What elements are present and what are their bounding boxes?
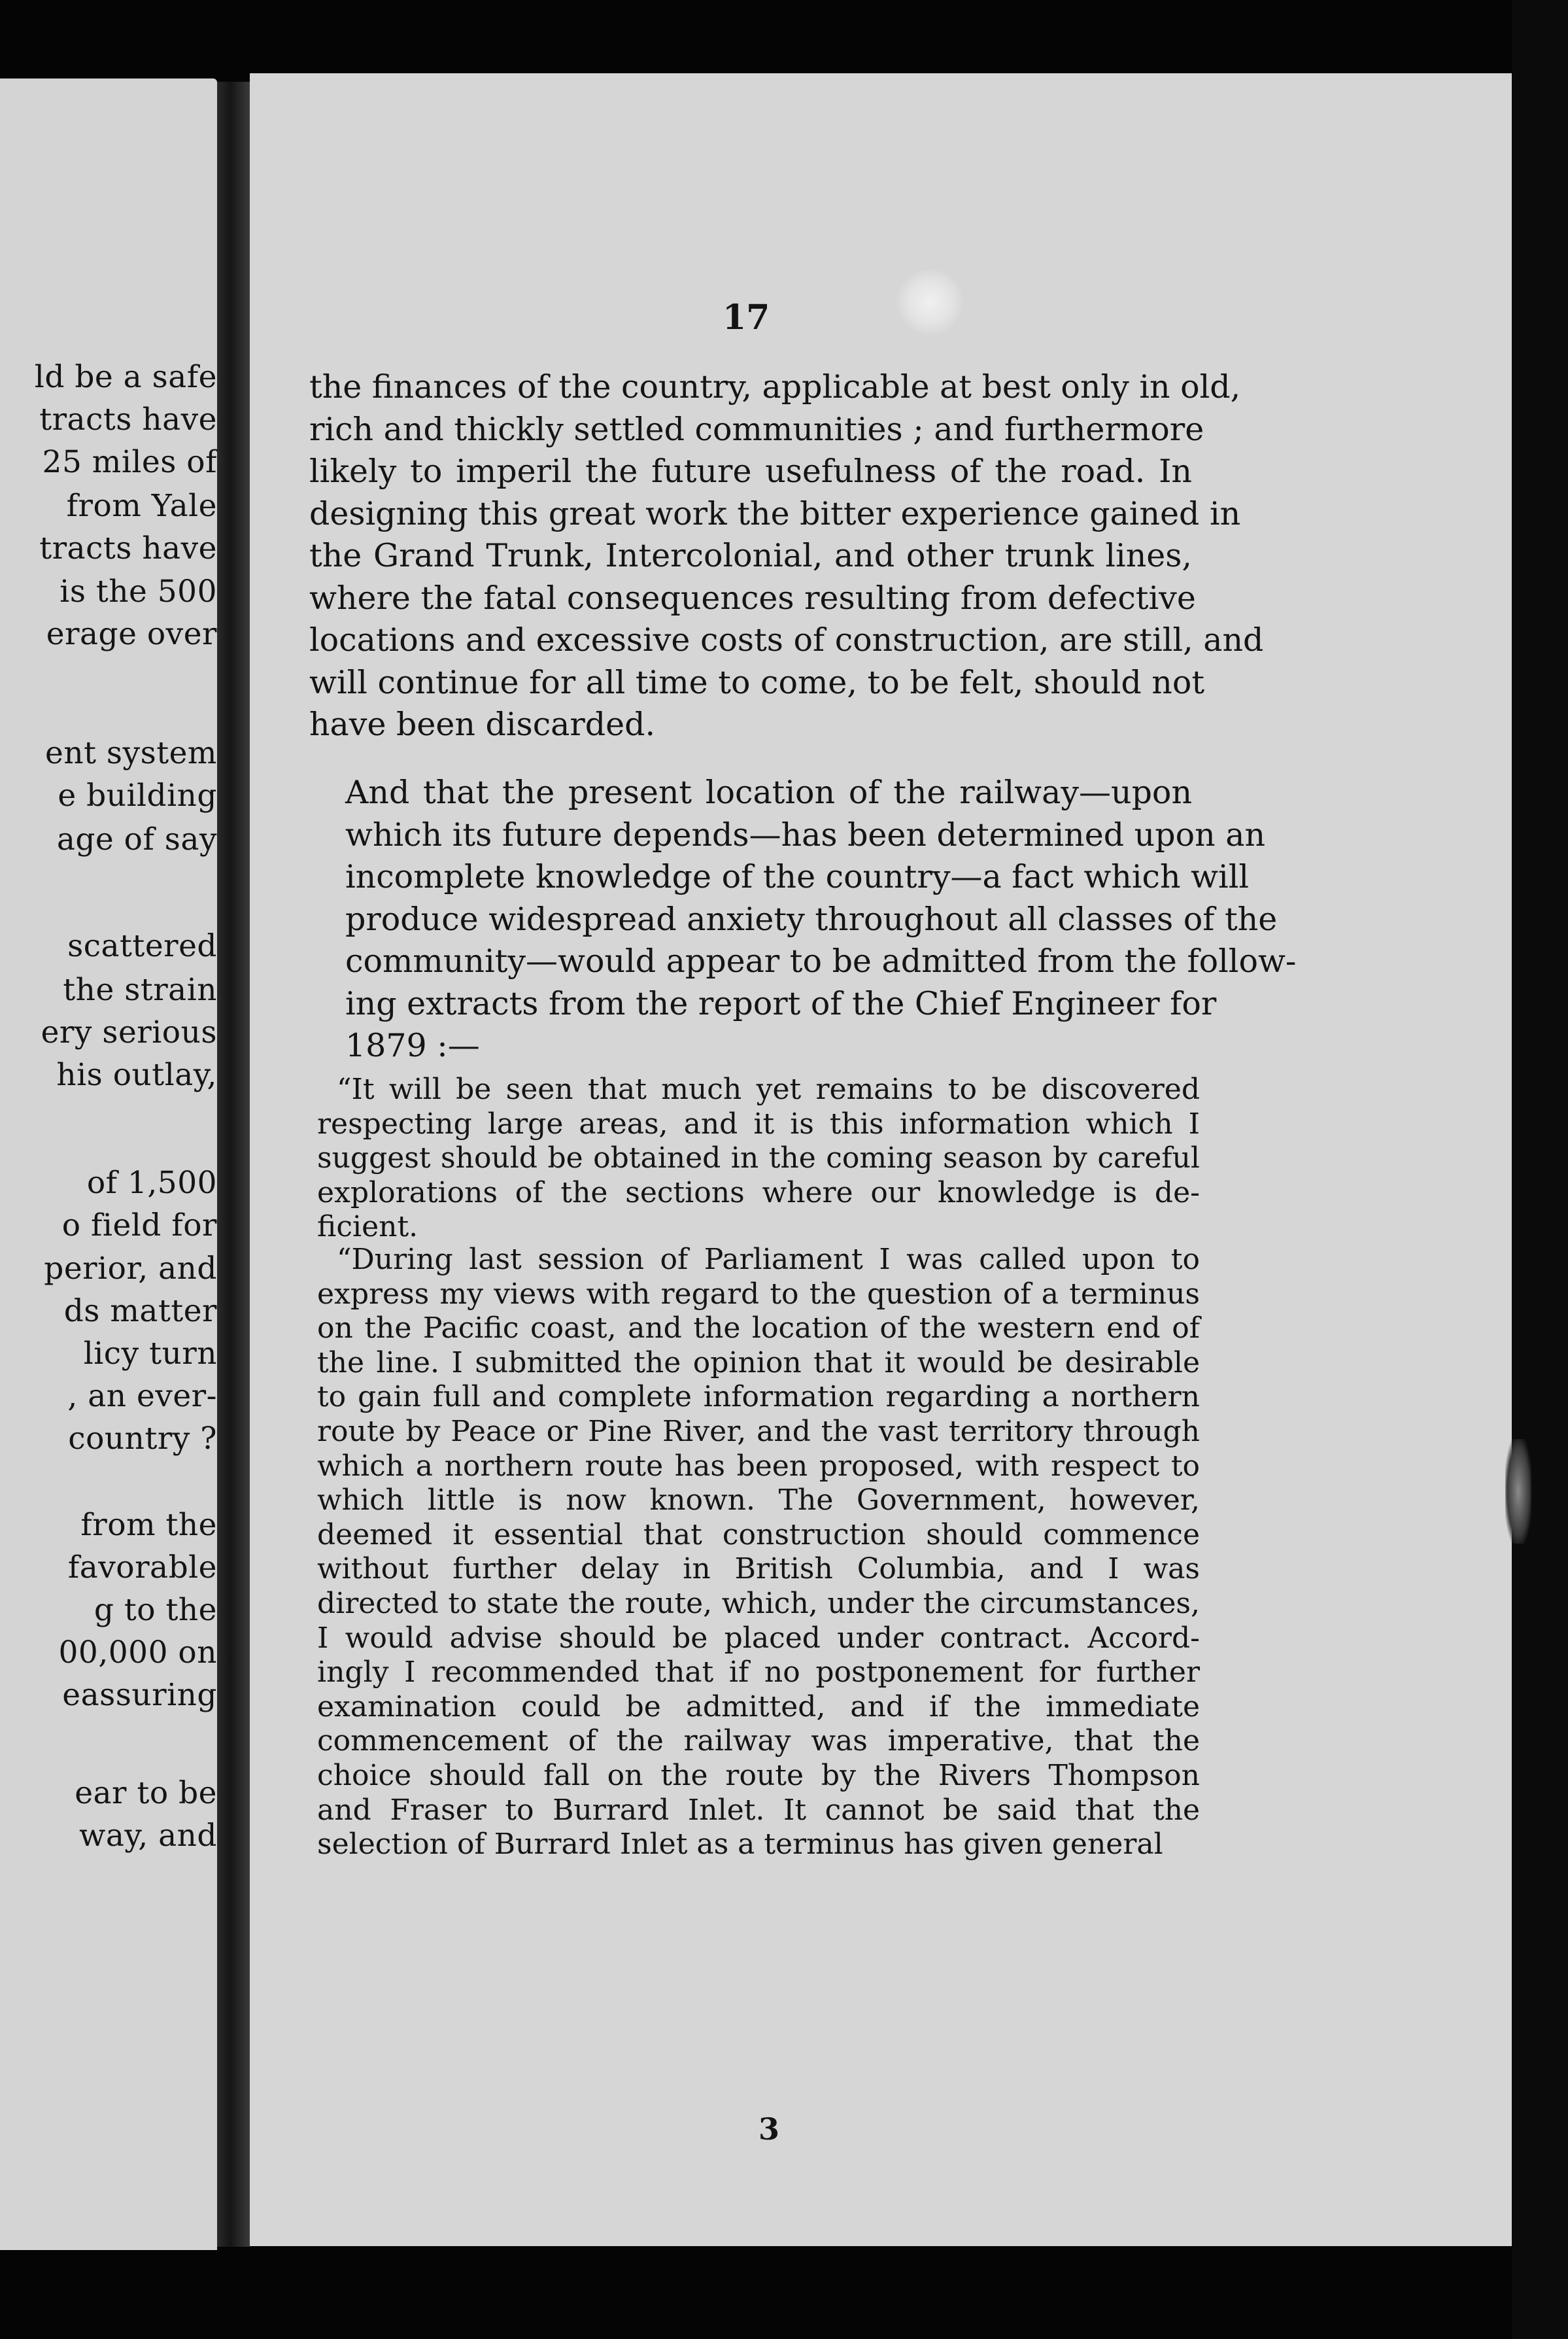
text-line: express my views with regard to the question of a terminus	[317, 1277, 1200, 1311]
text-line: explorations of the sections where our knowledge is de-	[317, 1175, 1200, 1209]
text-line: 1879 :—	[345, 1027, 480, 1064]
left-page-line: eassuring	[62, 1677, 217, 1713]
left-page-line: country ?	[68, 1421, 217, 1457]
page-edge-mark	[1505, 1439, 1531, 1544]
left-page-line: favorable	[67, 1550, 217, 1585]
text-line: which a northern route has been proposed, with respect to	[317, 1449, 1200, 1483]
text-line: incomplete knowledge of the country—a fact which will	[345, 858, 1250, 895]
left-page-line: ery serious	[41, 1014, 217, 1050]
text-line: rich and thickly settled communities ; and furthermore	[309, 410, 1204, 448]
text-line: produce widespread anxiety throughout all classes of the	[345, 900, 1278, 938]
left-page-line: his outlay,	[56, 1057, 217, 1093]
text-line: locations and excessive costs of construction, are still, and	[309, 621, 1264, 659]
text-line: without further delay in British Columbia, and I was	[317, 1552, 1200, 1586]
text-line: commencement of the railway was imperative, that the	[317, 1724, 1200, 1758]
left-page-line: g to the	[94, 1592, 217, 1628]
text-line: ficient.	[317, 1210, 418, 1244]
quote-chief-engineer-2	[317, 1243, 1200, 1862]
paragraph-railway-location	[309, 772, 1297, 1067]
text-line: route by Peace or Pine River, and the vast territory through	[317, 1414, 1200, 1448]
left-page-line: 00,000 on	[58, 1635, 217, 1671]
left-page-line: erage over	[46, 616, 217, 652]
left-page-line: 25 miles of	[42, 444, 217, 480]
text-line: which little is now known. The Government, however,	[317, 1483, 1200, 1517]
text-line: ingly I recommended that if no postponement for further	[317, 1655, 1200, 1689]
text-line: deemed it essential that construction should commence	[317, 1517, 1200, 1551]
left-page-line: ds matter	[63, 1293, 217, 1329]
text-line: suggest should be obtained in the coming season by careful	[317, 1141, 1200, 1175]
left-page	[0, 78, 217, 2250]
left-page-line: ent system	[45, 735, 217, 771]
text-line: and Fraser to Burrard Inlet. It cannot be said that the	[317, 1793, 1200, 1827]
left-page-line: tracts have	[39, 402, 217, 438]
left-page-line: licy turn	[83, 1336, 217, 1372]
scan-border	[1512, 0, 1568, 2339]
left-page-line: scattered	[67, 928, 217, 964]
text-line: examination could be admitted, and if the immediate	[317, 1689, 1200, 1724]
left-page-line: tracts have	[39, 530, 217, 566]
left-page-line: of 1,500	[86, 1165, 217, 1201]
left-page-line: way, and	[79, 1818, 217, 1854]
left-page-line: ear to be	[75, 1775, 217, 1811]
page-number: 17	[723, 298, 770, 338]
signature-mark: 3	[758, 2111, 780, 2147]
left-page-line: e building	[58, 778, 217, 814]
left-page-line: o field for	[61, 1207, 217, 1243]
quote-chief-engineer-1	[317, 1073, 1200, 1245]
text-line: which its future depends—has been determined upon an	[345, 816, 1266, 854]
left-page-line: perior, and	[44, 1251, 217, 1287]
text-line: will continue for all time to come, to be felt, should not	[309, 663, 1205, 701]
text-line: the finances of the country, applicable at best only in old,	[309, 368, 1241, 406]
text-line: selection of Burrard Inlet as a terminus has given general	[317, 1828, 1163, 1862]
text-line: designing this great work the bitter experience gained in	[309, 494, 1241, 532]
left-page-line: from the	[80, 1507, 217, 1543]
left-page-line: ld be a safe	[34, 359, 217, 395]
text-line: the Grand Trunk, Intercolonial, and other trunk lines,	[309, 537, 1192, 574]
text-line: ing extracts from the report of the Chief Engineer for	[345, 984, 1217, 1022]
text-line: community—would appear to be admitted from the follow-	[345, 943, 1297, 980]
paper-smudge	[897, 269, 963, 335]
text-line: to gain full and complete information regarding a northern	[317, 1380, 1200, 1414]
left-page-line: the strain	[63, 972, 217, 1008]
left-page-line: is the 500	[60, 574, 217, 610]
left-page-line: age of say	[56, 822, 217, 858]
text-line: likely to imperil the future usefulness of the road. In	[309, 453, 1192, 490]
text-line: on the Pacific coast, and the location of the western end of	[317, 1311, 1200, 1345]
left-page-line: , an ever-	[67, 1378, 217, 1414]
text-line: the line. I submitted the opinion that it would be desirable	[317, 1345, 1200, 1379]
text-line: “During last session of Parliament I was called upon to	[337, 1243, 1200, 1276]
text-line: respecting large areas, and it is this information which I	[317, 1107, 1200, 1141]
book-gutter	[217, 82, 250, 2247]
text-line: choice should fall on the route by the Rivers Thompson	[317, 1758, 1200, 1792]
text-line: “It will be seen that much yet remains to be discovered	[337, 1073, 1200, 1106]
left-page-line: from Yale	[56, 488, 217, 524]
text-line: directed to state the route, which, under the circumstances,	[317, 1586, 1200, 1620]
text-line: have been discarded.	[309, 706, 656, 743]
text-line: I would advise should be placed under contract. Accord-	[317, 1621, 1200, 1655]
text-line: And that the present location of the railway—upon	[345, 774, 1192, 811]
text-line: where the fatal consequences resulting from defective	[309, 579, 1196, 617]
paragraph-continued	[309, 366, 1264, 746]
